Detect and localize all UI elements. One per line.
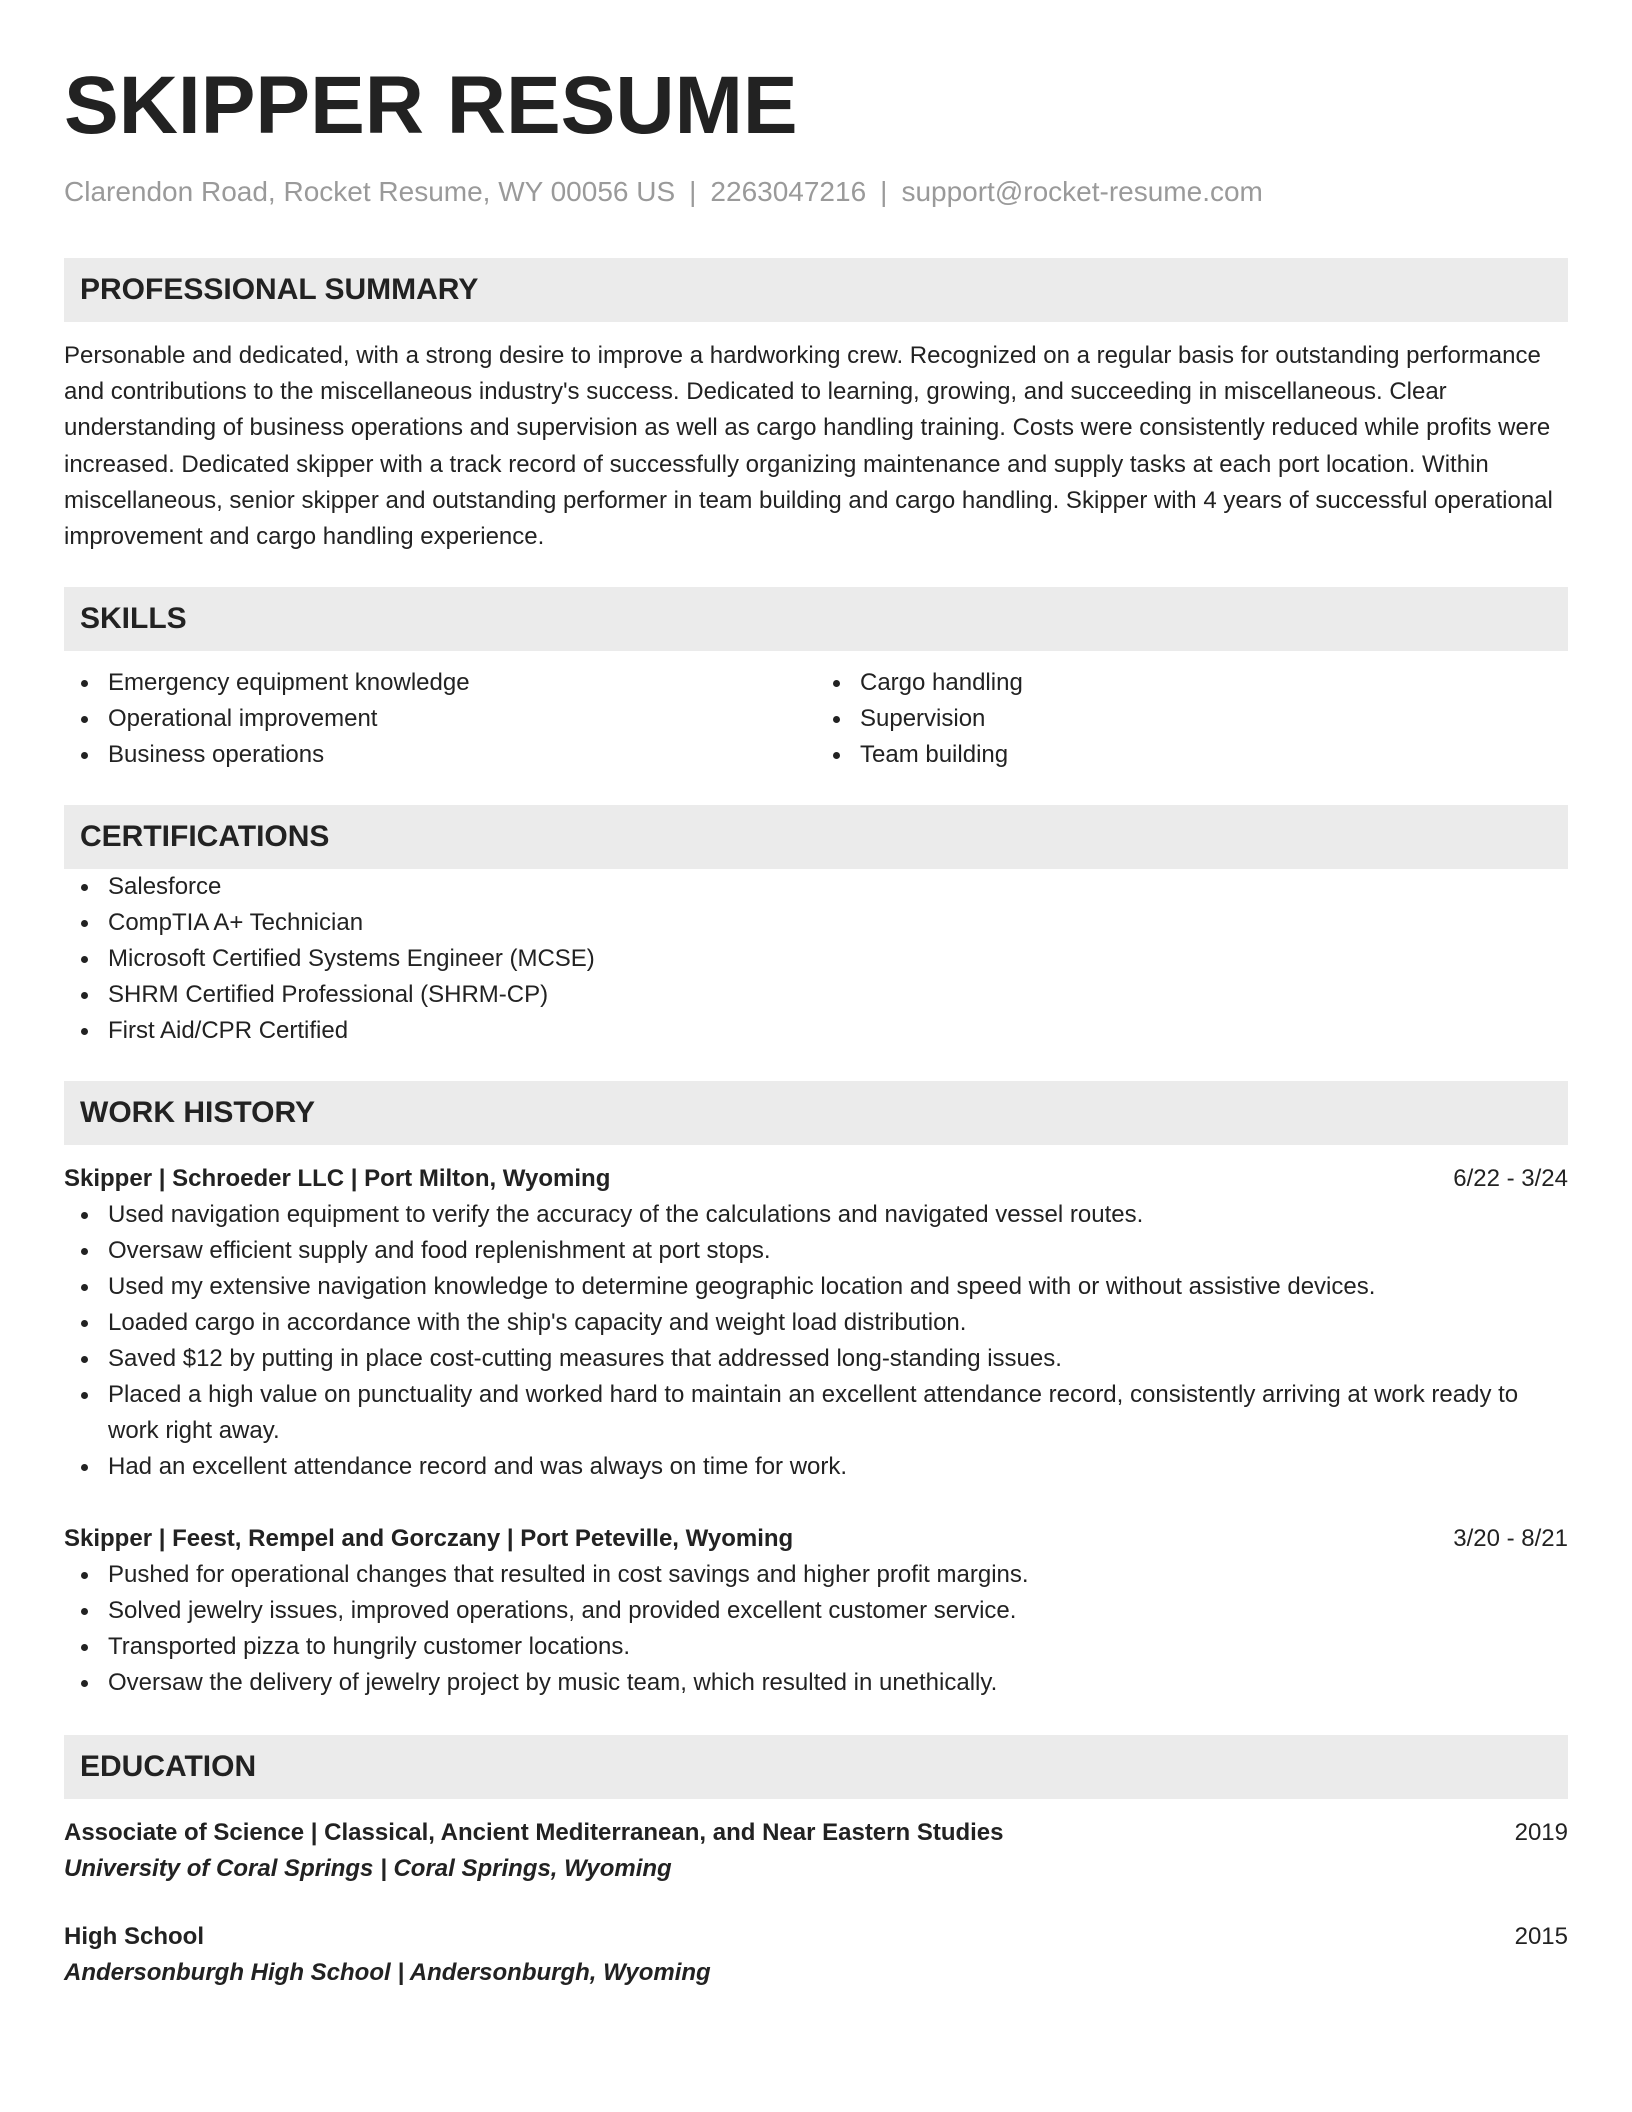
- education-header: [64, 1919, 1568, 1955]
- job-duty-text: Transported pizza to hungrily customer locations.: [108, 1633, 631, 1661]
- certification-label: First Aid/CPR Certified: [108, 1017, 349, 1045]
- certification-label: Microsoft Certified Systems Engineer (MCSE): [108, 945, 595, 973]
- job-header: [64, 1521, 1568, 1557]
- section-heading-skills: SKILLS: [64, 587, 1568, 651]
- job-duty-text: Loaded cargo in accordance with the ship's capacity and weight load distribution.: [108, 1309, 967, 1337]
- bullet-icon: [81, 1392, 88, 1399]
- contact-email: support@rocket-resume.com: [901, 176, 1263, 207]
- skill-item: [816, 737, 1568, 773]
- certification-label: SHRM Certified Professional (SHRM-CP): [108, 981, 549, 1009]
- section-heading-certifications: CERTIFICATIONS: [64, 805, 1568, 869]
- certification-label: CompTIA A+ Technician: [108, 909, 364, 937]
- skill-item: [64, 737, 816, 773]
- bullet-icon: [81, 716, 88, 723]
- section-heading-professional-summary: PROFESSIONAL SUMMARY: [64, 258, 1568, 322]
- contact-address: Clarendon Road, Rocket Resume, WY 00056 US: [64, 176, 676, 207]
- education-school: Andersonburgh High School | Andersonburgh, Wyoming: [64, 1959, 711, 1987]
- skills-column-left: [64, 665, 816, 773]
- contact-separator: |: [689, 176, 697, 207]
- summary-paragraph: Personable and dedicated, with a strong desire to improve a hardworking crew. Recognized on a regular basis for outstanding performance and contributions to the miscellaneous industry's success. Dedicated to learning, growing, and succeeding in miscellaneous. Clear understanding of business operations and supervision as well as cargo handling training. Costs were consistently reduced while profits were increased. Dedicated skipper with a track record of successfully organizing maintenance and supply tasks at each port location. Within miscellaneous, senior skipper and outstanding performer in team building and cargo handling. Skipper with 4 years of successful operational improvement and cargo handling experience.: [64, 342, 1553, 551]
- skill-label: Operational improvement: [108, 705, 378, 733]
- skill-label: Emergency equipment knowledge: [108, 669, 470, 697]
- bullet-icon: [81, 1212, 88, 1219]
- job-duty-text: Solved jewelry issues, improved operations, and provided excellent customer service.: [108, 1597, 1017, 1625]
- job-duty-text: Used my extensive navigation knowledge to determine geographic location and speed with or without assistive devices.: [108, 1273, 1376, 1301]
- education-header: [64, 1815, 1568, 1851]
- bullet-icon: [81, 992, 88, 999]
- education-year: 2019: [1514, 1819, 1568, 1847]
- education-entry: [64, 1919, 1568, 1991]
- bullet-icon: [81, 1572, 88, 1579]
- job-duty-item: [64, 1233, 1568, 1269]
- bullet-icon: [81, 884, 88, 891]
- skill-item: [64, 701, 816, 737]
- contact-separator: |: [880, 176, 888, 207]
- certification-item: [64, 1013, 1568, 1049]
- job-duties-list: [64, 1557, 1568, 1701]
- job-duty-text: Pushed for operational changes that resulted in cost savings and higher profit margins.: [108, 1561, 1029, 1589]
- certification-item: [64, 905, 1568, 941]
- contact-line: [64, 174, 1568, 210]
- education-year: 2015: [1514, 1923, 1568, 1951]
- bullet-icon: [81, 1284, 88, 1291]
- certification-item: [64, 941, 1568, 977]
- certification-list: [64, 869, 1568, 1049]
- job-duty-item: [64, 1341, 1568, 1377]
- job-dates: 6/22 - 3/24: [1453, 1165, 1568, 1193]
- skill-item: [816, 665, 1568, 701]
- education-entry: [64, 1815, 1568, 1887]
- bullet-icon: [81, 752, 88, 759]
- job-title: Skipper | Schroeder LLC | Port Milton, Wyoming: [64, 1165, 611, 1193]
- bullet-icon: [833, 716, 840, 723]
- bullet-icon: [81, 1644, 88, 1651]
- job-duty-text: Used navigation equipment to verify the accuracy of the calculations and navigated vessel routes.: [108, 1201, 1144, 1229]
- job-duty-text: Had an excellent attendance record and was always on time for work.: [108, 1453, 848, 1481]
- bullet-icon: [81, 1680, 88, 1687]
- certification-label: Salesforce: [108, 873, 222, 901]
- skill-label: Team building: [860, 741, 1009, 769]
- job-duty-item: [64, 1629, 1568, 1665]
- job-title: Skipper | Feest, Rempel and Gorczany | Port Peteville, Wyoming: [64, 1525, 794, 1553]
- bullet-icon: [81, 1356, 88, 1363]
- job-duty-item: [64, 1269, 1568, 1305]
- bullet-icon: [81, 1608, 88, 1615]
- bullet-icon: [81, 1320, 88, 1327]
- job-duty-item: [64, 1377, 1568, 1449]
- job-duties-list: [64, 1197, 1568, 1485]
- skill-label: Supervision: [860, 705, 986, 733]
- section-heading-education: EDUCATION: [64, 1735, 1568, 1799]
- section-heading-work-history: WORK HISTORY: [64, 1081, 1568, 1145]
- job-duty-text: Placed a high value on punctuality and worked hard to maintain an excellent attendance record, consistently arriving at work ready to work right away.: [108, 1381, 1519, 1445]
- resume-title: SKIPPER RESUME: [64, 60, 798, 151]
- job-duty-item: [64, 1665, 1568, 1701]
- job-duty-item: [64, 1197, 1568, 1233]
- bullet-icon: [81, 920, 88, 927]
- job-header: [64, 1161, 1568, 1197]
- bullet-icon: [81, 680, 88, 687]
- bullet-icon: [81, 956, 88, 963]
- job-duty-item: [64, 1593, 1568, 1629]
- bullet-icon: [81, 1028, 88, 1035]
- bullet-icon: [833, 752, 840, 759]
- job-duty-item: [64, 1557, 1568, 1593]
- job-duty-text: Oversaw efficient supply and food replenishment at port stops.: [108, 1237, 771, 1265]
- job-duty-text: Saved $12 by putting in place cost-cutting measures that addressed long-standing issues.: [108, 1345, 1062, 1373]
- skill-label: Cargo handling: [860, 669, 1023, 697]
- bullet-icon: [81, 1248, 88, 1255]
- skill-item: [816, 701, 1568, 737]
- skills-column-right: [816, 665, 1568, 773]
- bullet-icon: [81, 1464, 88, 1471]
- job-duty-item: [64, 1305, 1568, 1341]
- job-duty-text: Oversaw the delivery of jewelry project by music team, which resulted in unethically.: [108, 1669, 998, 1697]
- job-duty-item: [64, 1449, 1568, 1485]
- bullet-icon: [833, 680, 840, 687]
- education-degree: High School: [64, 1923, 204, 1951]
- education-degree: Associate of Science | Classical, Ancient Mediterranean, and Near Eastern Studies: [64, 1819, 1004, 1847]
- contact-phone: 2263047216: [710, 176, 867, 207]
- job-dates: 3/20 - 8/21: [1453, 1525, 1568, 1553]
- certification-item: [64, 977, 1568, 1013]
- skills-grid: [64, 665, 1568, 773]
- skill-label: Business operations: [108, 741, 325, 769]
- education-school: University of Coral Springs | Coral Springs, Wyoming: [64, 1855, 672, 1883]
- skill-item: [64, 665, 816, 701]
- certification-item: [64, 869, 1568, 905]
